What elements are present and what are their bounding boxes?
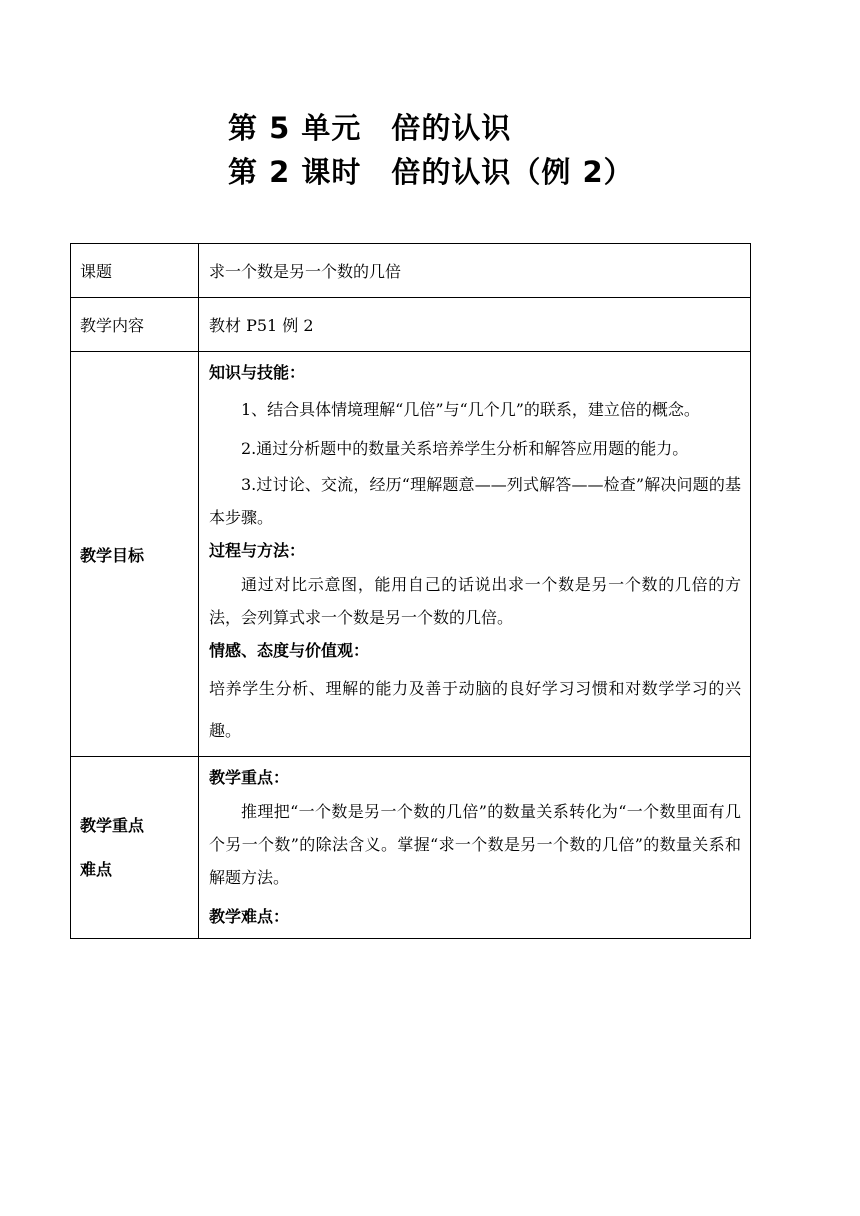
objectives-row: [71, 352, 751, 757]
process-text: 通过对比示意图，能用自己的话说出求一个数是另一个数的几倍的方法，会列算式求一个数是另一个数的几倍。: [209, 575, 741, 627]
topic-value: 求一个数是另一个数的几倍: [199, 244, 751, 298]
emotion-heading: 情感、态度与价值观：: [209, 641, 370, 660]
knowledge-item-3: 3.过讨论、交流，经历“理解题意——列式解答——检查”解决问题的基本步骤。: [209, 475, 741, 527]
content-value: 教材 P51 例 2: [199, 298, 751, 352]
key-points-cell: [199, 757, 751, 939]
lesson-plan-table: [70, 243, 751, 939]
focus-heading: 教学重点：: [209, 768, 290, 787]
key-points-label-line1: 教学重点: [80, 815, 145, 835]
lesson-title: 第 2 课时 倍的认识（例 2）: [228, 155, 634, 189]
focus-text: 推理把“一个数是另一个数的几倍”的数量关系转化为“一个数里面有几个另一个数”的除法含义。掌握“求一个数是另一个数的几倍”的数量关系和解题方法。: [209, 802, 741, 887]
topic-label: 课题: [71, 244, 199, 298]
process-heading: 过程与方法：: [209, 541, 306, 560]
objectives-label: 教学目标: [71, 352, 199, 757]
key-points-label: [71, 757, 199, 939]
content-label: 教学内容: [71, 298, 199, 352]
objectives-cell: [199, 352, 751, 757]
topic-row: [71, 244, 751, 298]
key-points-row: [71, 757, 751, 939]
knowledge-item-1: 1、结合具体情境理解“几倍”与“几个几”的联系，建立倍的概念。: [241, 400, 700, 419]
unit-title: 第 5 单元 倍的认识: [228, 111, 512, 145]
knowledge-heading: 知识与技能：: [209, 363, 306, 382]
content-row: [71, 298, 751, 352]
emotion-text: 培养学生分析、理解的能力及善于动脑的良好学习习惯和对数学学习的兴趣。: [209, 679, 741, 740]
knowledge-item-2: 2.通过分析题中的数量关系培养学生分析和解答应用题的能力。: [241, 439, 689, 458]
key-points-label-line2: 难点: [80, 859, 113, 879]
document-heading: [228, 106, 634, 194]
difficulty-heading: 教学难点：: [209, 907, 290, 926]
